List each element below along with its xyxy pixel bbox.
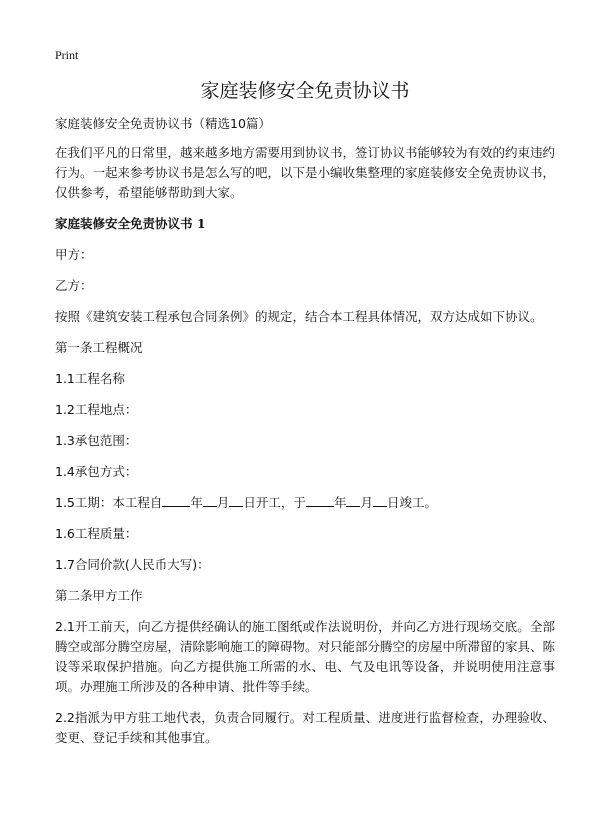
year-blank-start	[162, 494, 190, 507]
month-blank-start	[203, 494, 217, 507]
item-1-5-text-start: 1.5工期：本工程自	[55, 495, 163, 510]
item-2-1: 2.1开工前天，向乙方提供经确认的施工图纸或作法说明份，并向乙方进行现场交底。全部腾空或部分腾空房屋，清除影响施工的障碍物。对只能部分腾空的房屋中所滞留的家具、陈设等采取保护措施。向乙方提供施工所需的水、电、气及电讯等设备，并说明使用注意事项。办理施工所涉及的各种申请、批件等手续。	[55, 619, 556, 694]
print-link[interactable]: Print	[55, 48, 79, 62]
document-subtitle: 家庭装修安全免责协议书（精选10篇）	[55, 116, 271, 131]
preamble-paragraph: 按照《建筑安装工程承包合同条例》的规定，结合本工程具体情况，双方达成如下协议。	[55, 309, 543, 324]
item-1-5-month-label-start: 月	[216, 495, 230, 510]
item-1-3: 1.3承包范围：	[55, 433, 138, 448]
item-1-1: 1.1工程名称	[55, 371, 125, 386]
item-1-2: 1.2工程地点：	[55, 402, 138, 417]
party-b-line: 乙方：	[55, 278, 93, 293]
document-page	[55, 78, 555, 759]
item-1-5-text-end: 日竣工。	[386, 495, 437, 510]
item-1-5-year-label-end: 年	[333, 495, 347, 510]
item-1-7: 1.7合同价款(人民币大写)：	[55, 557, 210, 572]
year-blank-end	[306, 494, 334, 507]
day-blank-start	[229, 494, 243, 507]
item-1-5	[55, 493, 555, 513]
item-1-5-year-label-start: 年	[190, 495, 203, 510]
month-blank-end	[346, 494, 360, 507]
article-2-heading: 第二条甲方工作	[55, 588, 143, 603]
intro-paragraph: 在我们平凡的日常里，越来越多地方需要用到协议书，签订协议书能够较为有效的约束违约行为。一起来参考协议书是怎么写的吧，以下是小编收集整理的家庭装修安全免责协议书，仅供参考，希望能够帮助到大家。	[55, 145, 556, 200]
item-1-6: 1.6工程质量：	[55, 526, 138, 541]
section-heading-1: 家庭装修安全免责协议书 1	[55, 216, 206, 231]
party-a-line: 甲方：	[55, 247, 93, 262]
item-1-5-text-mid: 日开工，于	[243, 495, 306, 510]
article-1-heading: 第一条工程概况	[55, 340, 143, 355]
day-blank-end	[373, 494, 387, 507]
item-1-4: 1.4承包方式：	[55, 464, 138, 479]
document-title: 家庭装修安全免责协议书	[200, 80, 410, 102]
item-1-5-month-label-end: 月	[360, 495, 373, 510]
item-2-2: 2.2指派为甲方驻工地代表，负责合同履行。对工程质量、进度进行监督检查，办理验收、变更、登记手续和其他事宜。	[55, 710, 555, 745]
